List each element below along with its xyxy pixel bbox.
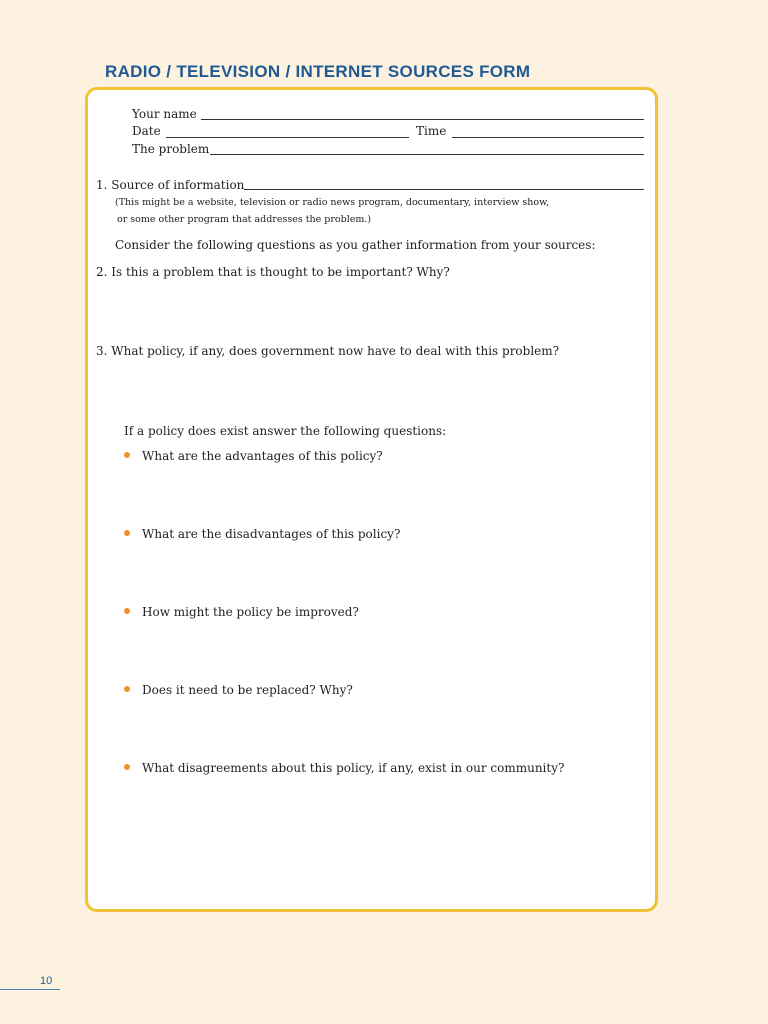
policy-intro: If a policy does exist answer the following questions: [124,424,447,438]
bullet-disagreements: What disagreements about this policy, if any, exist in our community? [142,761,565,775]
bullet-replaced: Does it need to be replaced? Why? [142,683,353,697]
bullet-icon [124,530,130,536]
question-2: 2. Is this a problem that is thought to be important? Why? [96,265,450,279]
form-card [85,87,658,912]
source-line[interactable] [244,189,644,190]
question-1-note-line2: or some other program that addresses the problem.) [117,214,372,225]
question-1-label: 1. Source of information [96,178,245,192]
date-label: Date [132,124,161,138]
question-3: 3. What policy, if any, does government now have to deal with this problem? [96,344,560,358]
bullet-disadvantages: What are the disadvantages of this policy? [142,527,401,541]
your-name-line[interactable] [201,119,644,120]
date-line[interactable] [166,137,409,138]
instructions-text: Consider the following questions as you gather information from your sources: [115,238,596,252]
question-1-note-line1: (This might be a website, television or radio news program, documentary, interview show, [115,197,550,208]
your-name-label: Your name [132,107,197,121]
time-label: Time [416,124,447,138]
time-line[interactable] [452,137,644,138]
bullet-advantages: What are the advantages of this policy? [142,449,383,463]
bullet-icon [124,764,130,770]
form-title: RADIO / TELEVISION / INTERNET SOURCES FORM [105,62,531,81]
problem-line[interactable] [210,154,644,155]
problem-label: The problem [132,142,210,156]
bullet-icon [124,452,130,458]
bullet-icon [124,608,130,614]
bullet-icon [124,686,130,692]
bullet-improved: How might the policy be improved? [142,605,359,619]
footer-rule [0,989,60,990]
page-number: 10 [40,975,53,987]
